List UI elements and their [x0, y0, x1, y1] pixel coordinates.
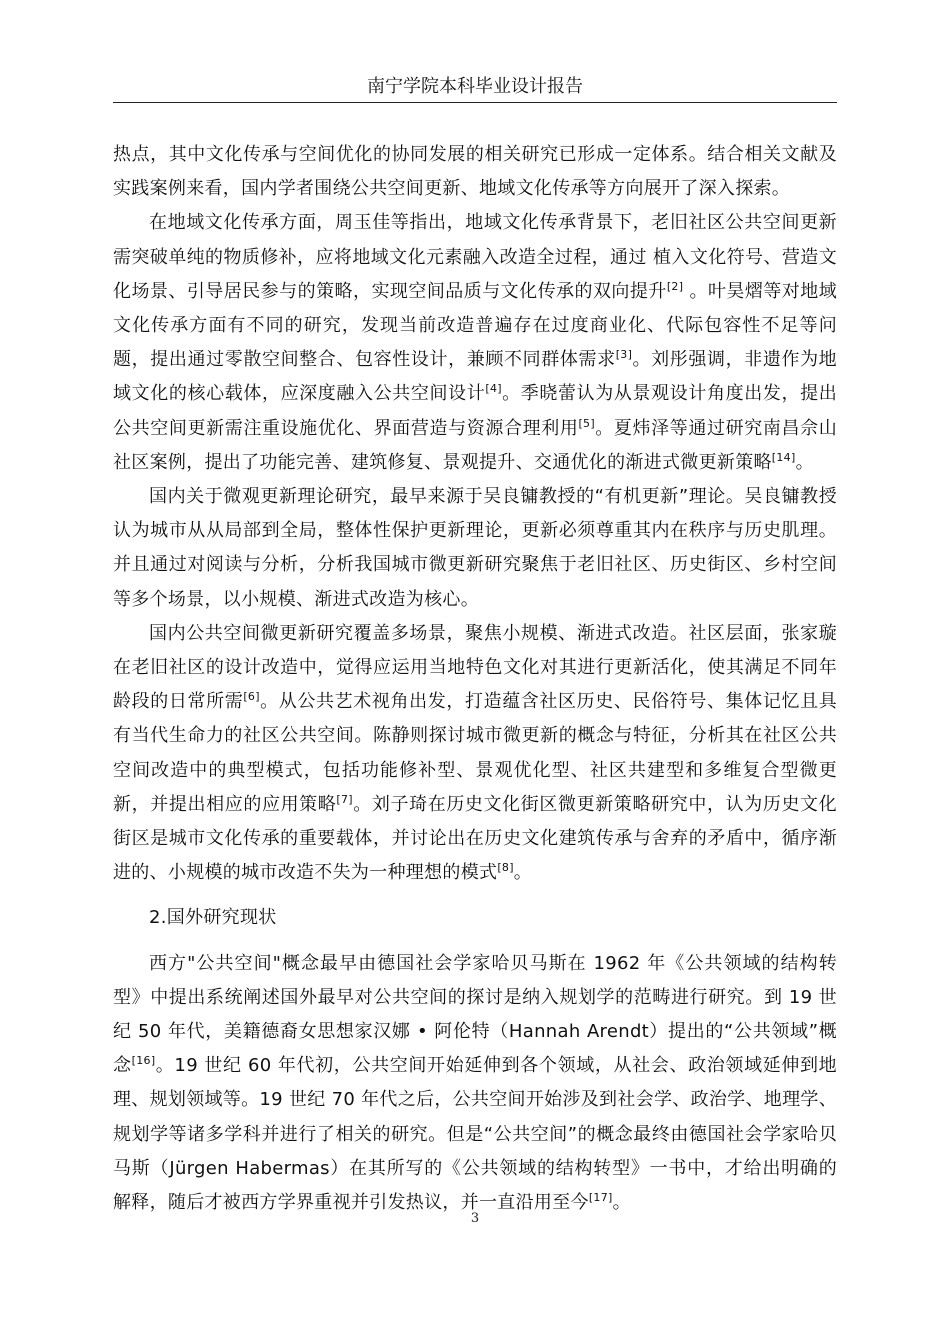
body-text [113, 138, 837, 1220]
citation-ref: [16] [131, 1054, 156, 1068]
paragraph-text: 。夏炜泽等通过研究南昌佘山社区案例，提出了功能完善、建筑修复、景观提升、交通优化的渐进式微更新策略 [113, 417, 837, 473]
section-heading [113, 901, 837, 935]
paragraph-text: 。19 世纪 60 年代初，公共空间开始延伸到各个领域，从社会、政治领域延伸到地理、规划领域等。19 世纪 70 年代之后，公共空间开始涉及到社会学、政治学、地理学、规划学等诸多学科并进行了相关的研究。但是“公共空间”的概念最终由德国社会学家哈贝马斯（Jürgen Habermas）在其所写的《公共领域的结构转型》一书中，才给出明确的解释，随后才被西方学界重视并引发热议，并一直沿用至今 [113, 1055, 837, 1214]
paragraph-text: 。从公共艺术视角出发，打造蕴含社区历史、民俗符号、集体记忆且具有当代生命力的社区公共空间。陈静则探讨城市微更新的概念与特征，分析其在社区公共空间改造中的典型模式，包括功能修补型、景观优化型、社区共建型和多维复合型微更新，并提出相应的应用策略 [113, 691, 838, 815]
paragraph [113, 947, 837, 1221]
citation-ref: [3] [615, 348, 633, 362]
paragraph-text: 。刘子琦在历史文化街区微更新策略研究中，认为历史文化街区是城市文化传承的重要载体，并讨论出在历史文化建筑传承与舍弃的矛盾中，循序渐进的、小规模的城市改造不失为一种理想的模式 [113, 793, 837, 884]
paragraph [113, 138, 837, 206]
citation-ref: [4] [485, 382, 502, 396]
paragraph-text: 国内关于微观更新理论研究，最早来源于吴良镛教授的“有机更新”理论。吴良镛教授认为城市从从局部到全局，整体性保护更新理论，更新必须尊重其内在秩序与历史肌理。并且通过对阅读与分析，分析我国城市微更新研究聚焦于老旧社区、历史街区、乡村空间等多个场景，以小规模、渐进式改造为核心。 [113, 486, 837, 610]
paragraph [113, 206, 837, 480]
page-header-title: 南宁学院本科毕业设计报告 [367, 76, 583, 97]
paragraph-text: 。刘彤强调，非遗作为地域文化的核心载体，应深度融入公共空间设计 [113, 349, 837, 405]
paragraph-text: 西方"公共空间"概念最早由德国社会学家哈贝马斯在 1962 年《公共领域的结构转型》中提出系统阐述国外最早对公共空间的探讨是纳入规划学的范畴进行研究。到 19 世纪 50 年代，美籍德裔女思想家汉娜 • 阿伦特（Hannah Arendt）提出的“公共领域”概念 [113, 952, 837, 1077]
citation-ref: [8] [497, 861, 514, 875]
citation-ref: [14] [771, 450, 796, 464]
citation-ref: [7] [336, 792, 353, 806]
paragraph-text: 。 [513, 862, 533, 884]
paragraph-text: 。 [795, 451, 814, 473]
page-number: 3 [470, 1211, 480, 1226]
paragraph-text: 热点，其中文化传承与空间优化的协同发展的相关研究已形成一定体系。结合相关文献及实践案例来看，国内学者围绕公共空间更新、地域文化传承等方向展开了深入探索。 [113, 144, 837, 200]
paragraph-text: 2.国外研究现状 [149, 907, 277, 929]
paragraph-text: 国内公共空间微更新研究覆盖多场景，聚焦小规模、渐进式改造。社区层面，张家璇在老旧社区的设计改造中，觉得应运用当地特色文化对其进行更新活化，使其满足不同年龄段的日常所需 [113, 622, 837, 713]
paragraph [113, 617, 837, 891]
paragraph-text: 在地域文化传承方面，周玉佳等指出，地域文化传承背景下，老旧社区公共空间更新需突破单纯的物质修补，应将地域文化元素融入改造全过程，通过 植入文化符号、营造文化场景、引导居民参与的策略，实现空间品质与文化传承的双向提升 [113, 212, 837, 302]
citation-ref: [2] [666, 279, 684, 293]
paragraph-text: 。季晓蕾认为从景观设计角度出发，提出公共空间更新需注重设施优化、界面营造与资源合理利用 [113, 383, 837, 439]
citation-ref: [6] [243, 690, 260, 704]
paragraph-text: 。 [612, 1192, 631, 1214]
paragraph-text: 。叶昊熠等对地域文化传承方面有不同的研究，发现当前改造普遍存在过度商业化、代际包容性不足等问题，提出通过零散空间整合、包容性设计，兼顾不同群体需求 [113, 280, 838, 371]
citation-ref: [17] [588, 1191, 613, 1205]
header-divider [113, 102, 837, 103]
citation-ref: [5] [578, 416, 595, 430]
paragraph [113, 480, 837, 617]
